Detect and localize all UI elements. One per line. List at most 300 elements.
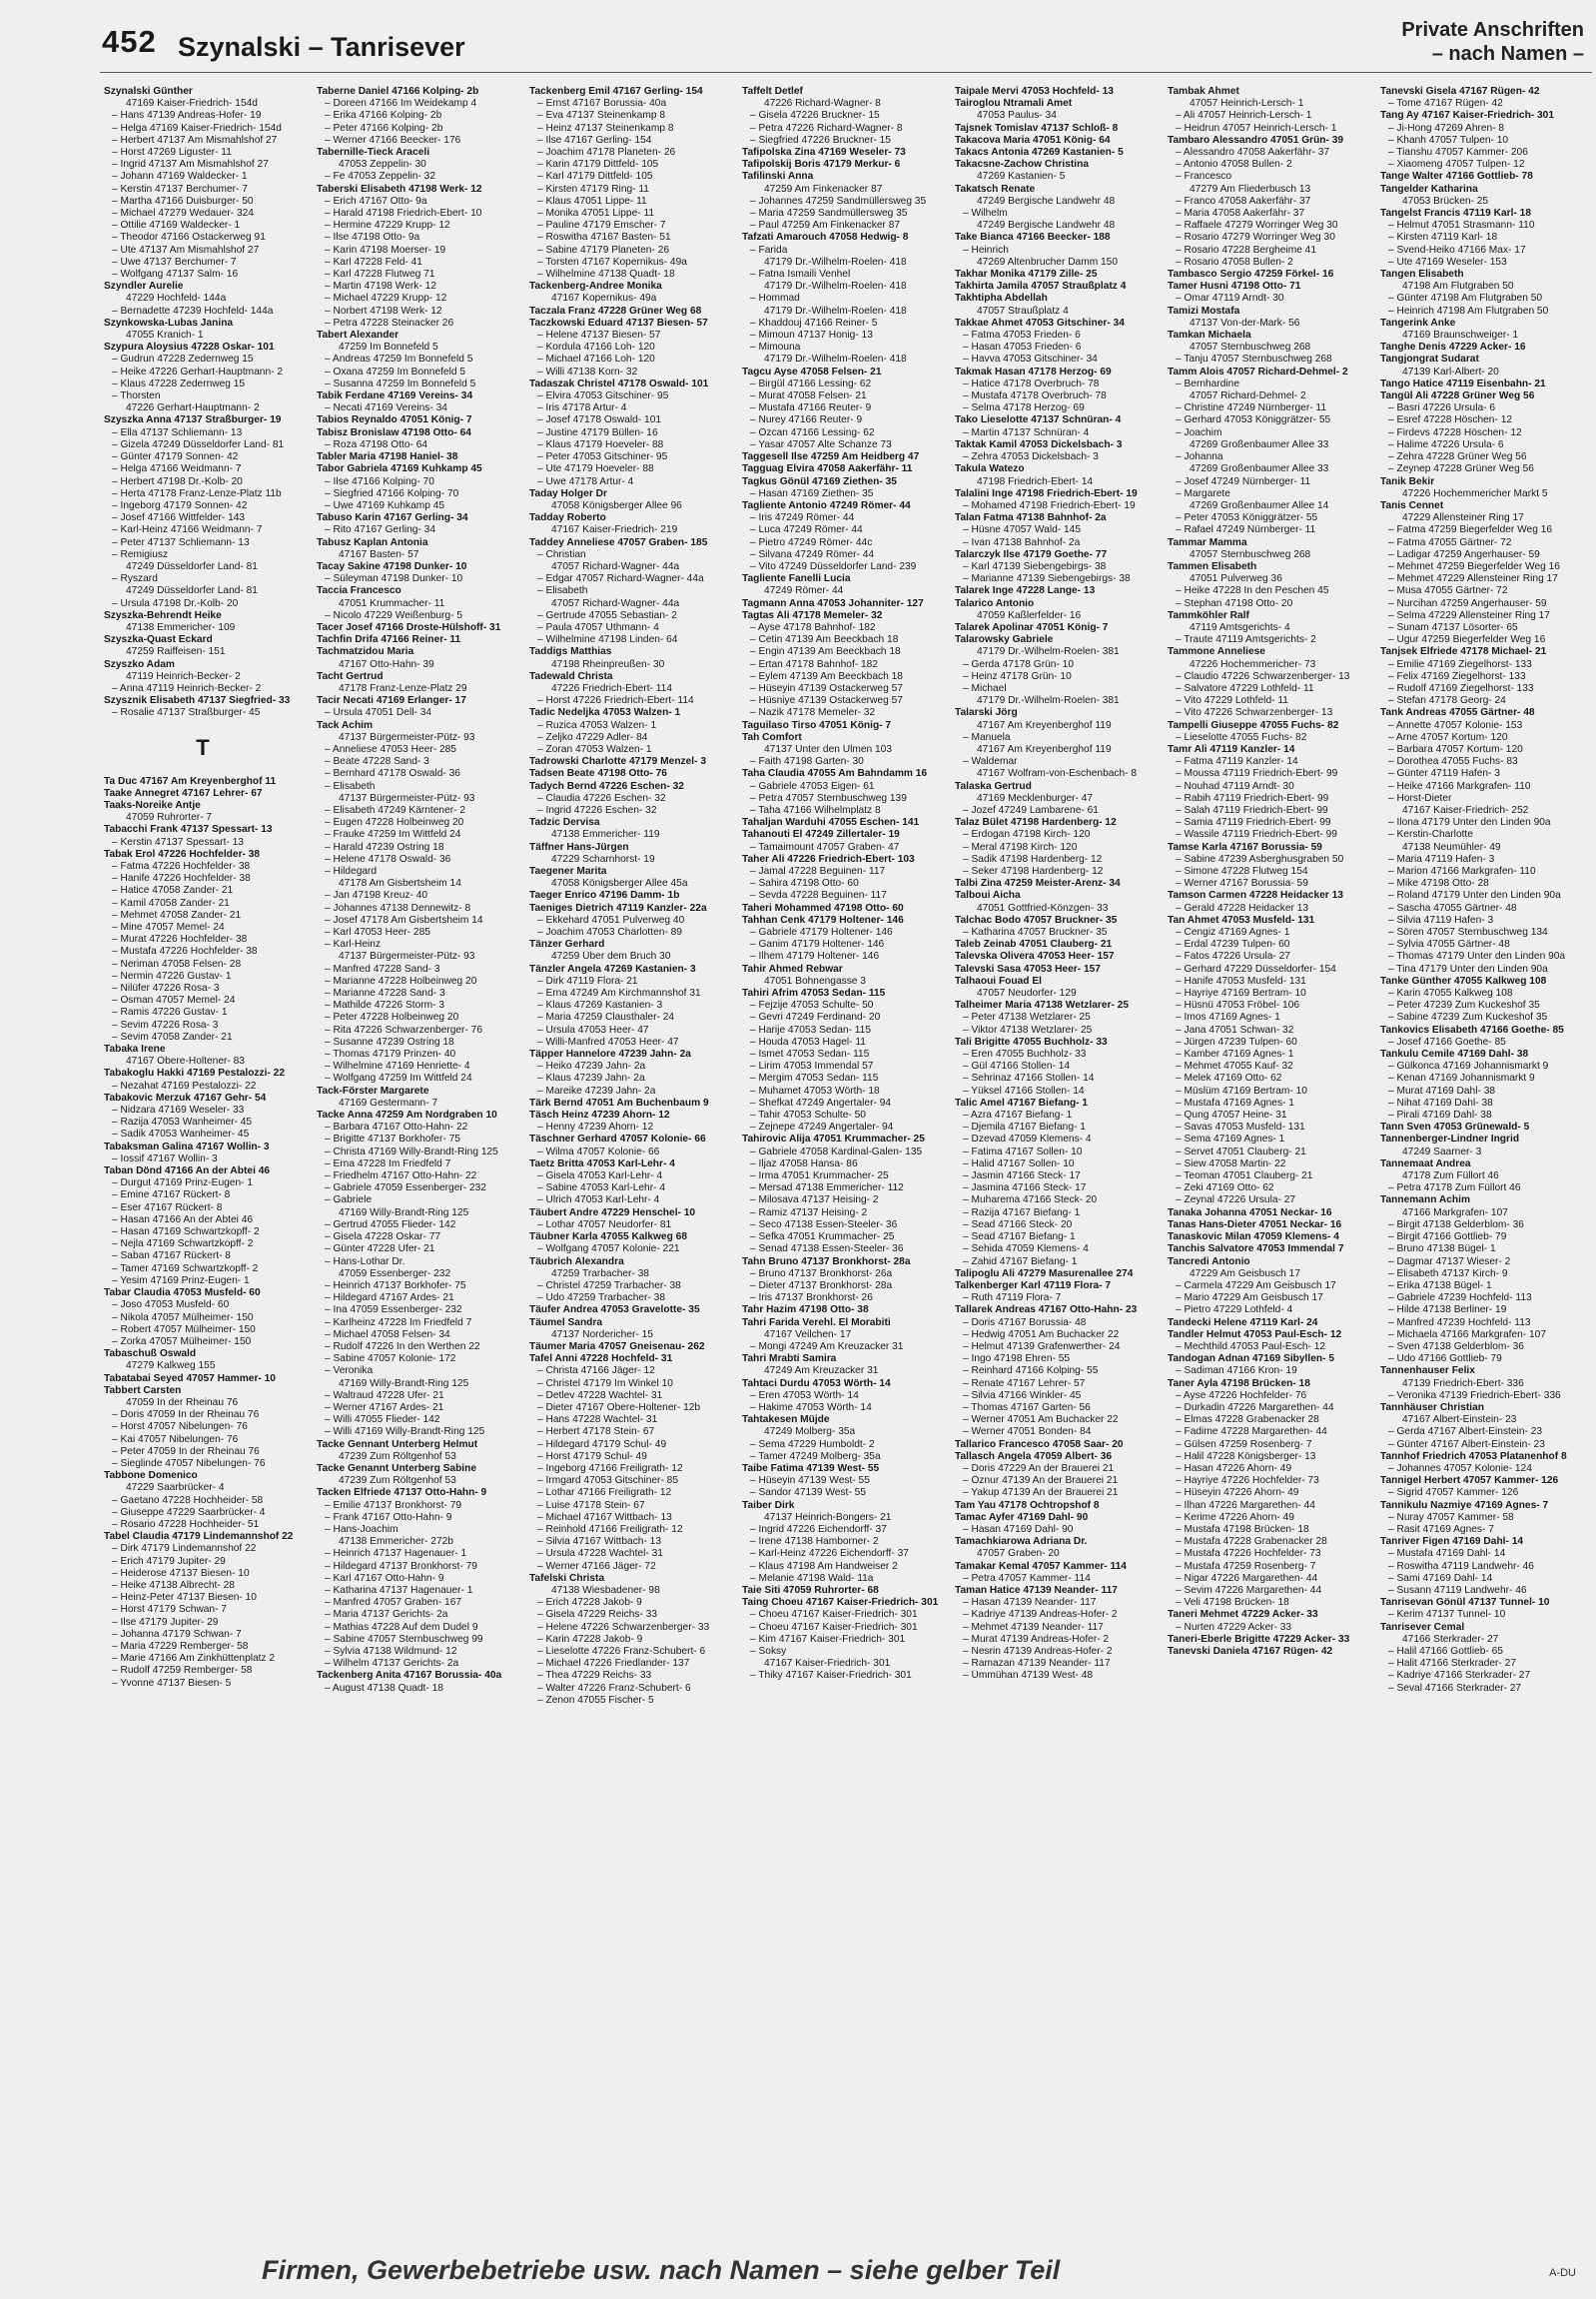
listing-entry: 47119 Heinrich-Becker- 2 — [126, 670, 241, 682]
listing-name: Tamkan Michaela — [1168, 330, 1251, 342]
listing-name: Tanas Hans-Dieter 47051 Neckar- 16 — [1168, 1218, 1342, 1230]
listing-entry: – Erich 47167 Otto- 9a — [325, 195, 427, 207]
listing-entry: – Elisabeth — [537, 585, 588, 597]
listing-entry: – Gudrun 47228 Zedernweg 15 — [112, 354, 254, 366]
listing-name: Tacht Gertrud — [317, 670, 384, 682]
listing-name: Szyszka-Quast Eckard — [104, 634, 213, 646]
page-title: Szynalski – Tanrisever — [178, 32, 465, 62]
listing-entry: – Udo 47166 Gottlieb- 79 — [1388, 1353, 1502, 1365]
listing-entry: – Erich 47228 Jakob- 9 — [537, 1597, 642, 1609]
listing-name: Tabler Maria 47198 Haniel- 38 — [317, 451, 458, 463]
listing-entry: – Musa 47055 Gärtner- 72 — [1388, 585, 1508, 597]
listing-entry: – Josef 47166 Wittfelder- 143 — [112, 512, 246, 524]
listing-entry: – Ingrid 47226 Eichendorff- 37 — [750, 1523, 887, 1535]
listing-entry: – Karl-Heinz — [325, 939, 382, 951]
listing-entry: – Kadriye 47166 Sterkrader- 27 — [1388, 1670, 1531, 1682]
listing-name: Taie Siti 47059 Ruhrorter- 68 — [742, 1584, 879, 1596]
listing-entry: – Hans-Lothar Dr. — [325, 1255, 405, 1267]
listing-name: Talarek Inge 47228 Lange- 13 — [955, 585, 1096, 597]
listing-entry: – Fadime 47228 Margarethen- 44 — [1176, 1426, 1327, 1438]
listing-entry: 47226 Gerhart-Hauptmann- 2 — [126, 402, 260, 414]
listing-name: Tadrowski Charlotte 47179 Menzel- 3 — [529, 756, 707, 768]
listing-name: Take Bianca 47166 Beecker- 188 — [955, 232, 1111, 244]
listing-name: Tambak Ahmet — [1168, 86, 1239, 97]
listing-entry: – Seco 47138 Essen-Steeler- 36 — [750, 1218, 898, 1230]
listing-entry: – Halil 47228 Königsberger- 13 — [1176, 1450, 1316, 1462]
listing-name: Tack-Förster Margarete — [317, 1085, 429, 1097]
listing-entry: – Gisela 47226 Bruckner- 15 — [750, 110, 880, 122]
listing-entry: – Josef 47178 Am Gisbertsheim 14 — [325, 914, 483, 926]
listing-entry: – Wolfgang 47259 Im Wittfeld 24 — [325, 1073, 472, 1085]
listing-entry: – Hermine 47229 Krupp- 12 — [325, 220, 450, 232]
listing-entry: – Birgül 47166 Lessing- 62 — [750, 378, 872, 389]
listing-name: Tabacchi Frank 47137 Spessart- 13 — [104, 824, 273, 836]
listing-entry: – Osman 47057 Memel- 24 — [112, 995, 236, 1007]
listing-entry: – Rudolf 47259 Remberger- 58 — [112, 1665, 253, 1677]
listing-entry: 47179 Dr.-Wilhelm-Roelen- 381 — [977, 695, 1120, 707]
listing-entry: – Esref 47228 Höschen- 12 — [1388, 414, 1513, 426]
listing-name: Tagmann Anna 47053 Johanniter- 127 — [742, 597, 924, 609]
listing-entry: – Ramiz 47137 Heising- 2 — [750, 1206, 868, 1218]
listing-entry: – Hüsnü 47053 Fröbel- 106 — [1176, 1000, 1300, 1012]
listing-entry: – Mimouna — [750, 342, 801, 354]
listing-entry: 47057 Sternbuschweg 268 — [1190, 342, 1311, 354]
footer-code: A-DU — [1549, 2267, 1576, 2279]
listing-entry: – Helene 47137 Biesen- 57 — [537, 330, 661, 342]
listing-entry: – Ingo 47198 Ehren- 55 — [963, 1353, 1071, 1365]
listing-entry: – Yasar 47057 Alte Schanze 73 — [750, 438, 892, 450]
listing-entry: – Kamil 47058 Zander- 21 — [112, 897, 230, 909]
listing-entry: – Öznur 47139 An der Brauerei 21 — [963, 1475, 1119, 1487]
listing-entry: 47169 Gestermann- 7 — [339, 1097, 438, 1109]
listing-entry: – Sigrid 47057 Kammer- 126 — [1388, 1487, 1519, 1499]
listing-name: Tannemann Achim — [1380, 1194, 1470, 1206]
listing-name: Tammen Elisabeth — [1168, 560, 1257, 572]
listing-entry: – Peter 47166 Kolping- 2b — [325, 122, 443, 134]
listing-entry: – Cengiz 47169 Agnes- 1 — [1176, 927, 1290, 939]
listing-entry: – Heinz 47178 Grün- 10 — [963, 670, 1072, 682]
listing-entry: – Rudolf 47226 In den Werthen 22 — [325, 1340, 480, 1352]
listing-name: Takacova Maria 47051 König- 64 — [955, 134, 1111, 146]
listing-entry: – Michael 47226 Friedlander- 137 — [537, 1658, 690, 1670]
listing-name: Tankovics Elisabeth 47166 Goethe- 85 — [1380, 1024, 1564, 1036]
listing-entry: – Gevri 47249 Ferdinand- 20 — [750, 1012, 881, 1024]
listing-name: Talhaoui Fouad El — [955, 975, 1042, 987]
listing-entry: – Karl 47228 Feld- 41 — [325, 256, 422, 268]
listing-entry: – Basri 47226 Ursula- 6 — [1388, 402, 1496, 414]
listing-entry: – Karin 47198 Moerser- 19 — [325, 244, 446, 256]
page-header — [0, 0, 1596, 80]
listing-name: Taner Ayla 47198 Brücken- 18 — [1168, 1377, 1310, 1389]
listing-name: Taddigs Matthias — [529, 646, 612, 658]
listing-name: Taake Annegret 47167 Lehrer- 67 — [104, 787, 263, 799]
listing-entry: – Bruno 47138 Bügel- 1 — [1388, 1243, 1496, 1255]
listing-entry: – Mehmet 47139 Neander- 117 — [963, 1621, 1104, 1633]
listing-entry: – Halime 47226 Ursula- 6 — [1388, 438, 1504, 450]
listing-name: Tallarek Andreas 47167 Otto-Hahn- 23 — [955, 1304, 1138, 1316]
listing-name: Tafelski Christa — [529, 1572, 605, 1584]
listing-name: Tanrisevan Gönül 47137 Tunnel- 10 — [1380, 1597, 1550, 1609]
listing-name: Tange Walter 47166 Gottlieb- 78 — [1380, 171, 1533, 183]
listing-entry: – Uwe 47178 Artur- 4 — [537, 475, 634, 487]
listing-name: Szyszka Anna 47137 Straßburger- 19 — [104, 414, 282, 426]
listing-entry: – Moussa 47119 Friedrich-Ebert- 99 — [1176, 768, 1338, 780]
listing-entry: – Günter 47179 Sonnen- 42 — [112, 451, 239, 463]
listing-entry: – Hüsne 47057 Wald- 145 — [963, 524, 1081, 536]
listing-entry: – Mathilde 47226 Storm- 3 — [325, 1000, 445, 1012]
listing-entry: – Dieter 47167 Obere-Holtener- 12b — [537, 1401, 701, 1413]
listing-entry: – Michael 47167 Wittbach- 13 — [537, 1511, 672, 1523]
page-footer — [0, 2251, 1596, 2291]
listing-entry: 47167 Albert-Einstein- 23 — [1402, 1414, 1517, 1426]
listing-entry: – Justine 47179 Büllen- 16 — [537, 426, 658, 438]
listing-entry: – Vito 47249 Düsseldorfer Land- 239 — [750, 560, 917, 572]
listing-entry: – Hasan 47169 Ziethen- 35 — [750, 487, 874, 499]
listing-entry: – Joachim — [1176, 426, 1222, 438]
listing-entry: 47057 Richard-Wagner- 44a — [551, 597, 680, 609]
listing-entry: 47167 Obere-Holtener- 83 — [126, 1056, 245, 1068]
listing-entry: – Sevim 47058 Zander- 21 — [112, 1031, 233, 1043]
listing-entry: – Dirk 47179 Lindemannshof 22 — [112, 1543, 257, 1555]
listing-entry: – Yüksel 47166 Stollen- 14 — [963, 1085, 1085, 1097]
listing-entry: – Hildegard 47137 Bronkhorst- 79 — [325, 1560, 477, 1572]
listing-entry: – Mustafa 47198 Brücken- 18 — [1176, 1523, 1309, 1535]
listing-entry: 47259 Über dem Bruch 30 — [551, 951, 671, 963]
listing-name: Tabatabai Seyed 47057 Hammer- 10 — [104, 1372, 276, 1384]
listing-entry: – Manuela — [963, 731, 1011, 743]
listing-entry: – Doris 47229 An der Brauerei 21 — [963, 1462, 1115, 1474]
listing-entry: – Rosario 47058 Bullen- 2 — [1176, 256, 1293, 268]
listing-entry: – Nermin 47226 Gustav- 1 — [112, 970, 232, 982]
listing-entry: – Ingrid 47226 Eschen- 32 — [537, 804, 657, 816]
listing-entry: – Veronika — [325, 1365, 374, 1377]
listing-name: Tanik Bekir — [1380, 475, 1435, 487]
listing-name: Tangelst Francis 47119 Karl- 18 — [1380, 208, 1532, 220]
listing-entry: – Selma 47178 Herzog- 69 — [963, 402, 1085, 414]
listing-entry: – Harald 47198 Friedrich-Ebert- 10 — [325, 208, 482, 220]
listing-name: Talalini Inge 47198 Friedrich-Ebert- 19 — [955, 487, 1138, 499]
listing-entry: – Khaddouj 47166 Reiner- 5 — [750, 317, 878, 329]
listing-entry: – Ugur 47259 Biegerfelder Weg 16 — [1388, 634, 1546, 646]
listing-entry: – Iljaz 47058 Hansa- 86 — [750, 1157, 858, 1169]
listing-entry: – Sabine 47179 Planeten- 26 — [537, 244, 669, 256]
listing-entry: – Erika 47166 Kolping- 2b — [325, 110, 442, 122]
listing-entry: – Eylem 47139 Am Beeckbach 18 — [750, 670, 903, 682]
listing-entry: – Gabriele 47059 Essenberger- 232 — [325, 1182, 486, 1194]
listing-entry: – Rosario 47279 Worringer Weg 30 — [1176, 232, 1335, 244]
listing-name: Tannigel Herbert 47057 Kammer- 126 — [1380, 1475, 1559, 1487]
listing-name: Tandecki Helene 47119 Karl- 24 — [1168, 1316, 1318, 1328]
listing-name: Tammone Anneliese — [1168, 646, 1265, 658]
listing-name: Tambaro Alessandro 47051 Grün- 39 — [1168, 134, 1344, 146]
listing-name: Tammar Mamma — [1168, 536, 1247, 548]
listing-entry: – Omar 47119 Arndt- 30 — [1176, 293, 1284, 305]
listing-entry: – Thomas 47179 Unter den Linden 90a — [1388, 951, 1566, 963]
listing-entry: – Imos 47169 Agnes- 1 — [1176, 1012, 1280, 1024]
listing-entry: – Herbert 47137 Am Mismahlshof 27 — [112, 134, 278, 146]
listing-name: Tabuso Karin 47167 Gerling- 34 — [317, 512, 468, 524]
listing-entry: – Wolfgang 47057 Kolonie- 221 — [537, 1243, 680, 1255]
listing-entry: – Wolfgang 47137 Salm- 16 — [112, 269, 239, 281]
listing-entry: – Jana 47051 Schwan- 32 — [1176, 1024, 1294, 1036]
listing-name: Tamac Ayfer 47169 Dahl- 90 — [955, 1511, 1089, 1523]
listing-entry: – Carmela 47229 Am Geisbusch 17 — [1176, 1279, 1336, 1291]
listing-name: Tahtakesen Müjde — [742, 1414, 830, 1426]
listing-name: Taday Holger Dr — [529, 487, 607, 499]
listing-entry: – Karl 47139 Siebengebirgs- 38 — [963, 560, 1107, 572]
listing-name: Takhirta Jamila 47057 Straußplatz 4 — [955, 281, 1127, 293]
listing-entry: – Kai 47057 Nibelungen- 76 — [112, 1433, 239, 1445]
listing-name: Tacken Elfriede 47137 Otto-Hahn- 9 — [317, 1487, 487, 1499]
listing-entry: – Manfred 47057 Graben- 167 — [325, 1597, 462, 1609]
listing-entry: – Fatma 47053 Frieden- 6 — [963, 330, 1081, 342]
listing-entry: – Arne 47057 Kortum- 120 — [1388, 731, 1508, 743]
listing-entry: – Fejzije 47053 Schulte- 50 — [750, 1000, 874, 1012]
listing-entry: – Mike 47198 Otto- 28 — [1388, 878, 1489, 890]
listing-name: Täffner Hans-Jürgen — [529, 841, 629, 853]
listing-entry: – Nezahat 47169 Pestalozzi- 22 — [112, 1080, 257, 1092]
listing-entry: 47059 In der Rheinau 76 — [126, 1396, 239, 1408]
listing-entry: – Seval 47166 Sterkrader- 27 — [1388, 1682, 1522, 1694]
listing-entry: – Roland 47179 Unter den Linden 90a — [1388, 890, 1561, 902]
listing-entry: – Thorsten — [112, 390, 161, 402]
listing-entry: – Norbert 47198 Werk- 12 — [325, 305, 442, 317]
page-number: 452 — [102, 24, 157, 59]
listing-name: Taddey Anneliese 47057 Graben- 185 — [529, 536, 708, 548]
listing-name: Tangen Elisabeth — [1380, 269, 1464, 281]
listing-name: Taggesell Ilse 47259 Am Heidberg 47 — [742, 451, 920, 463]
listing-entry: – Horst 47269 Liguster- 11 — [112, 147, 232, 159]
listing-entry: – Gerda 47178 Grün- 10 — [963, 658, 1075, 670]
listing-entry: – Mario 47229 Am Geisbusch 17 — [1176, 1292, 1323, 1304]
listing-name: Tanevski Gisela 47167 Rügen- 42 — [1380, 86, 1540, 97]
listing-entry: – Rosalie 47137 Straßburger- 45 — [112, 707, 261, 719]
listing-entry: 47167 Veilchen- 17 — [764, 1328, 852, 1340]
listing-name: Tahri Farida Verehl. El Morabiti — [742, 1316, 891, 1328]
listing-entry: – Ursula 47051 Dell- 34 — [325, 707, 432, 719]
listing-entry: – Tamaimount 47057 Graben- 47 — [750, 841, 900, 853]
listing-entry: 47178 Zum Füllort 46 — [1402, 1170, 1499, 1182]
listing-entry: – Fatos 47226 Ursula- 27 — [1176, 951, 1290, 963]
listing-entry: 47198 Am Flutgraben 50 — [1402, 281, 1514, 293]
listing-entry: – Gerhard 47229 Düsseldorfer- 154 — [1176, 963, 1336, 975]
listing-entry: – Hayriye 47169 Bertram- 10 — [1176, 988, 1306, 1000]
listing-name: Talaz Bület 47198 Hardenberg- 12 — [955, 817, 1117, 829]
listing-entry: – Peter 47053 Königgrätzer- 55 — [1176, 512, 1318, 524]
listing-name: Tahhan Cenk 47179 Holtener- 146 — [742, 914, 904, 926]
listing-entry: – Durkadin 47226 Margarethen- 44 — [1176, 1401, 1334, 1413]
listing-entry: – Muharema 47166 Steck- 20 — [963, 1194, 1098, 1206]
listing-entry: – Stefan 47178 Georg- 24 — [1388, 695, 1506, 707]
listing-name: Tahri Mrabti Samira — [742, 1353, 837, 1365]
listing-name: Taleb Zeinab 47051 Clauberg- 21 — [955, 939, 1113, 951]
listing-entry: – Manfred 47228 Sand- 3 — [325, 963, 440, 975]
listing-entry: – Traute 47119 Amtsgerichts- 2 — [1176, 634, 1316, 646]
footer-note: Firmen, Gewerbebetriebe usw. nach Namen – siehe gelber Teil — [262, 2255, 1061, 2285]
listing-entry: 47138 Emmericher- 272b — [339, 1536, 453, 1548]
listing-entry: – Heike 47226 Gerhart-Hauptmann- 2 — [112, 366, 284, 378]
listing-entry: – Edgar 47057 Richard-Wagner- 44a — [537, 573, 704, 585]
listing-entry: – Xiaomeng 47057 Tulpen- 12 — [1388, 159, 1525, 171]
listing-entry: – Michaela 47166 Markgrafen- 107 — [1388, 1328, 1547, 1340]
listing-name: Tambasco Sergio 47259 Förkel- 16 — [1168, 269, 1334, 281]
listing-entry: – Erika 47138 Bügel- 1 — [1388, 1279, 1492, 1291]
listing-entry: 47239 Zum Röltgenhof 53 — [339, 1450, 456, 1462]
listing-entry: – Meral 47198 Kirch- 120 — [963, 841, 1078, 853]
listing-entry: – Willi 47055 Flieder- 142 — [325, 1414, 440, 1426]
listing-entry: – Farida — [750, 244, 788, 256]
listing-name: Tabor Gabriela 47169 Kuhkamp 45 — [317, 463, 482, 475]
listing-entry: – Johann 47169 Waldecker- 1 — [112, 171, 248, 183]
listing-entry: 47229 Allensteiner Ring 17 — [1402, 512, 1524, 524]
listing-entry: – Sascha 47055 Gärtner- 48 — [1388, 902, 1517, 914]
listing-entry: 47057 Straußplatz 4 — [977, 305, 1069, 317]
listing-entry: – Ingeborg 47166 Freiligrath- 12 — [537, 1462, 683, 1474]
listing-name: Talkenberger Karl 47119 Flora- 7 — [955, 1279, 1112, 1291]
listing-entry: – Friedhelm 47167 Otto-Hahn- 22 — [325, 1170, 477, 1182]
listing-name: Tagliente Fanelli Lucia — [742, 573, 851, 585]
listing-entry: 47057 Sternbuschweg 268 — [1190, 548, 1311, 560]
listing-name: Taccia Francesco — [317, 585, 401, 597]
listing-entry: 47051 Bohnengasse 3 — [764, 975, 866, 987]
listing-entry: – Erich 47179 Jupiter- 29 — [112, 1555, 226, 1567]
listing-entry: – Nigar 47226 Margarethen- 44 — [1176, 1572, 1318, 1584]
listing-entry: 47139 Karl-Albert- 20 — [1402, 366, 1499, 378]
listing-entry: – Pirali 47169 Dahl- 38 — [1388, 1110, 1492, 1122]
listing-entry: – Joso 47053 Musfeld- 60 — [112, 1299, 230, 1311]
listing-name: Taneri Mehmet 47229 Acker- 33 — [1168, 1609, 1318, 1621]
listing-name: Tahr Hazim 47198 Otto- 38 — [742, 1304, 869, 1316]
listing-name: Tadic Nedeljka 47053 Walzen- 1 — [529, 707, 681, 719]
listing-name: Tadsen Beate 47198 Otto- 76 — [529, 768, 667, 780]
listing-entry: – Sevda 47228 Beguinen- 117 — [750, 890, 887, 902]
listing-entry: 47178 Franz-Lenze-Platz 29 — [339, 682, 467, 694]
listing-entry: – Fe 47053 Zeppelin- 32 — [325, 171, 436, 183]
listing-entry: – Ulrich 47053 Karl-Lehr- 4 — [537, 1194, 660, 1206]
listing-entry: 47179 Dr.-Wilhelm-Roelen- 418 — [764, 305, 907, 317]
listing-entry: – Silvia 47166 Winkler- 45 — [963, 1389, 1082, 1401]
listing-entry: – Maria 47259 Clausthaler- 24 — [537, 1012, 675, 1024]
listing-entry: – Siew 47058 Martin- 22 — [1176, 1157, 1286, 1169]
listing-entry: – Hedwig 47051 Am Buchacker 22 — [963, 1328, 1120, 1340]
listing-entry: – Ivan 47138 Bahnhof- 2a — [963, 536, 1081, 548]
listing-entry: – Doris 47167 Borussia- 48 — [963, 1316, 1087, 1328]
listing-name: Tanaka Johanna 47051 Neckar- 16 — [1168, 1206, 1332, 1218]
listing-entry: – Helene 47226 Schwarzenberger- 33 — [537, 1621, 710, 1633]
listing-entry: – Anneliese 47053 Heer- 285 — [325, 743, 456, 755]
listing-entry: – Rito 47167 Gerling- 34 — [325, 524, 435, 536]
listing-entry: – Johannes 47057 Kolonie- 124 — [1388, 1462, 1532, 1474]
listing-entry: – Halit 47166 Sterkrader- 27 — [1388, 1658, 1516, 1670]
listing-entry: 47229 Hochfeld- 144a — [126, 293, 227, 305]
listing-entry: – Sadiman 47166 Kron- 19 — [1176, 1365, 1297, 1377]
listing-entry: – Martha 47166 Duisburger- 50 — [112, 195, 254, 207]
listing-name: Tamakar Kemal 47057 Kammer- 114 — [955, 1560, 1127, 1572]
listing-entry: – Sabine 47057 Sternbuschweg 99 — [325, 1633, 483, 1645]
listing-entry: – Sead 47167 Biefang- 1 — [963, 1231, 1076, 1243]
listing-entry: 47169 Willy-Brandt-Ring 125 — [339, 1206, 469, 1218]
listing-entry: – Nazik 47178 Memeler- 32 — [750, 707, 876, 719]
listing-entry: – Michael 47229 Krupp- 12 — [325, 293, 447, 305]
listing-entry: – Murat 47139 Andreas-Hofer- 2 — [963, 1633, 1110, 1645]
listing-name: Tabakoglu Hakki 47169 Pestalozzi- 22 — [104, 1068, 286, 1080]
listing-name: Tabaksman Galina 47167 Wollin- 3 — [104, 1141, 270, 1152]
listing-entry: – Andreas 47259 Im Bonnefeld 5 — [325, 354, 473, 366]
listing-entry: – Iris 47137 Bronkhorst- 26 — [750, 1292, 873, 1304]
listing-entry: 47279 Kalkweg 155 — [126, 1360, 216, 1372]
listing-entry: – Sylvia 47055 Gärtner- 48 — [1388, 939, 1510, 951]
listing-entry: 47166 Markgrafen- 107 — [1402, 1206, 1508, 1218]
section-title-line2: – nach Namen – — [1431, 43, 1584, 65]
listing-entry: – Annette 47057 Kolonie- 153 — [1388, 719, 1523, 731]
listing-entry: – Doreen 47166 Im Weidekamp 4 — [325, 98, 477, 110]
listing-entry: – Mathias 47228 Auf dem Dudel 9 — [325, 1621, 478, 1633]
listing-entry: – Ali 47057 Heinrich-Lersch- 1 — [1176, 110, 1312, 122]
listing-entry: – Thiky 47167 Kaiser-Friedrich- 301 — [750, 1670, 912, 1682]
listing-entry: – Savas 47053 Musfeld- 131 — [1176, 1122, 1305, 1134]
listing-entry: – Hasan 47166 An der Abtei 46 — [112, 1213, 254, 1225]
listing-entry: – Salvatore 47229 Lothfeld- 11 — [1176, 682, 1314, 694]
listing-entry: – Willi 47169 Willy-Brandt-Ring 125 — [325, 1426, 485, 1438]
listing-name: Tandler Helmut 47053 Paul-Esch- 12 — [1168, 1328, 1342, 1340]
listing-entry: – Murat 47058 Felsen- 21 — [750, 390, 867, 402]
listing-entry: – Ursula 47053 Heer- 47 — [537, 1024, 649, 1036]
listing-name: Tänzer Gerhard — [529, 939, 605, 951]
listing-entry: – Luise 47178 Stein- 67 — [537, 1499, 645, 1511]
listing-name: Tagguag Elvira 47058 Aakerfähr- 11 — [742, 463, 913, 475]
listing-entry: – Mustafa 47169 Agnes- 1 — [1176, 1097, 1294, 1109]
listing-entry: – Lothar 47057 Neudorfer- 81 — [537, 1218, 672, 1230]
listing-entry: – Katharina 47057 Bruckner- 35 — [963, 927, 1108, 939]
listing-entry: – Faith 47198 Garten- 30 — [750, 756, 864, 768]
listing-entry: – Gisela 47053 Karl-Lehr- 4 — [537, 1170, 663, 1182]
listing-entry: – Brigitte 47137 Borkhofer- 75 — [325, 1134, 460, 1146]
listing-entry: 47166 Sterkrader- 27 — [1402, 1633, 1499, 1645]
listing-entry: – Bernadette 47239 Hochfeld- 144a — [112, 305, 274, 317]
listing-entry: – Petra 47057 Sternbuschweg 139 — [750, 792, 907, 804]
listing-entry: – Sead 47166 Steck- 20 — [963, 1218, 1073, 1230]
listing-entry: – Tianshu 47057 Kammer- 206 — [1388, 147, 1528, 159]
listing-entry: – Heiderose 47137 Biesen- 10 — [112, 1567, 250, 1579]
listing-entry: – Sahira 47198 Otto- 60 — [750, 878, 859, 890]
listing-entry: – Sevim 47226 Margarethen- 44 — [1176, 1584, 1322, 1596]
listing-name: Tacir Necati 47169 Erlanger- 17 — [317, 695, 466, 707]
listing-entry: – Gerhard 47053 Königgrätzer- 55 — [1176, 414, 1331, 426]
listing-entry: – Elisabeth 47137 Kirch- 9 — [1388, 1267, 1508, 1279]
listing-entry: – Josef 47178 Oswald- 101 — [537, 414, 662, 426]
listing-entry: 47138 Neumühler- 49 — [1402, 841, 1501, 853]
listing-name: Tabusz Kaplan Antonia — [317, 536, 428, 548]
listing-name: Ta Duc 47167 Am Kreyenberghof 11 — [104, 775, 277, 787]
listing-name: Tadych Bernd 47226 Eschen- 32 — [529, 780, 684, 792]
listing-entry: – Henny 47239 Ahorn- 12 — [537, 1122, 654, 1134]
column-2 — [317, 86, 514, 2233]
listing-entry: – Gizela 47249 Düsseldorfer Land- 81 — [112, 438, 285, 450]
listing-entry: 47198 Friedrich-Ebert- 14 — [977, 475, 1094, 487]
listing-name: Tahirovic Alija 47051 Krummacher- 25 — [742, 1134, 925, 1146]
listing-name: Talarczyk Ilse 47179 Goethe- 77 — [955, 548, 1108, 560]
listing-name: Talchac Bodo 47057 Bruckner- 35 — [955, 914, 1118, 926]
listing-entry: – Gülsen 47259 Rosenberg- 7 — [1176, 1438, 1312, 1450]
listing-name: Tanriver Figen 47169 Dahl- 14 — [1380, 1536, 1524, 1548]
listing-entry: – Willi 47138 Korn- 32 — [537, 366, 638, 378]
listing-entry: – Karin 47228 Jakob- 9 — [537, 1633, 643, 1645]
listing-entry: – Tome 47167 Rügen- 42 — [1388, 98, 1503, 110]
listing-name: Tamse Karla 47167 Borussia- 59 — [1168, 841, 1322, 853]
listing-entry: – Roswitha 47167 Basten- 51 — [537, 232, 671, 244]
listing-entry: 47229 Scharnhorst- 19 — [551, 853, 655, 865]
listing-entry: – Katharina 47137 Hagenauer- 1 — [325, 1584, 473, 1596]
